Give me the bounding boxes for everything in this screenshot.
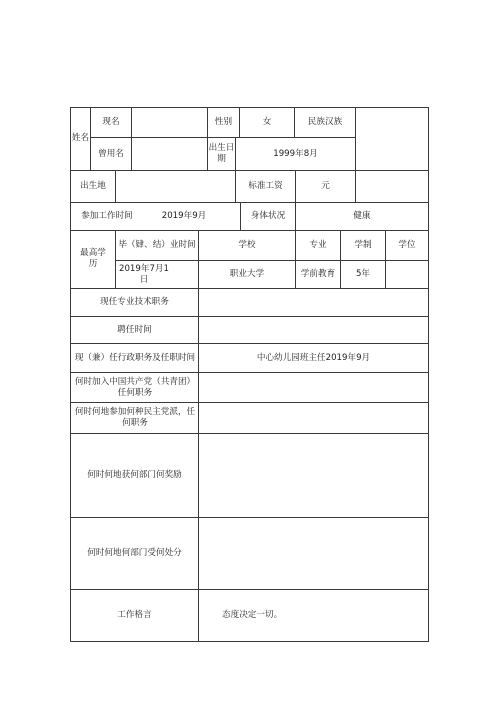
rule (70, 641, 428, 642)
work-start-value[interactable]: 2019年9月 (161, 211, 207, 221)
appoint-label: 聘任时间 (117, 324, 152, 335)
party-label: 何时加入中国共产党（共青团）任何职务 (74, 376, 196, 398)
democratic-value[interactable] (199, 403, 428, 433)
health-value[interactable]: 健康 (353, 211, 371, 221)
admin-value[interactable]: 中心幼儿园班主任2019年9月 (256, 352, 371, 363)
title-label: 现任专业技术职务 (100, 297, 169, 307)
former-name-label: 曾用名 (98, 148, 124, 159)
education-label: 最高学历 (80, 248, 106, 269)
duration-value[interactable]: 5年 (355, 269, 371, 279)
degree-label: 学位 (398, 240, 416, 250)
awards-label: 何时何地获何部门何奖励 (87, 470, 182, 480)
punish-label: 何时何地何部门受何处分 (87, 548, 182, 558)
duration-label: 学制 (354, 240, 372, 250)
birthplace-label: 出生地 (80, 181, 106, 191)
motto-value[interactable]: 态度决定一切。 (222, 610, 283, 620)
admin-label: 现（兼）任行政职务及任职时间 (74, 352, 196, 363)
awards-value[interactable] (199, 434, 428, 517)
former-name-value[interactable] (132, 138, 207, 170)
salary-value[interactable]: 元 (321, 181, 330, 191)
rule (428, 107, 429, 642)
rule (355, 170, 356, 202)
punish-value[interactable] (199, 518, 428, 589)
appoint-value[interactable] (199, 317, 428, 343)
ethnicity-value[interactable]: 民族汉族 (307, 117, 343, 127)
rule (355, 107, 356, 170)
current-name-label: 现名 (102, 117, 120, 127)
birth-date-label: 出生日期 (208, 143, 235, 164)
birthplace-value[interactable] (116, 171, 235, 202)
title-value[interactable] (199, 289, 428, 316)
work-start-label: 参加工作时间 (81, 211, 133, 221)
health-label: 身体状况 (250, 211, 286, 221)
degree-value[interactable] (386, 261, 428, 288)
major-value[interactable]: 学前教育 (300, 269, 336, 279)
major-label: 专业 (309, 240, 327, 250)
salary-label: 标准工资 (248, 181, 283, 191)
party-value[interactable] (199, 373, 428, 402)
gender-label: 性别 (214, 117, 233, 127)
democratic-label: 何时何地参加何种民主党派，任何职务 (74, 407, 196, 428)
birth-date-value[interactable]: 1999年8月 (273, 148, 318, 159)
gender-value[interactable]: 女 (262, 117, 272, 127)
current-name-value[interactable] (132, 108, 207, 137)
name-label: 姓名 (71, 133, 90, 143)
school-label: 学校 (238, 240, 256, 250)
graduation-label: 毕（肄、结）业时间 (118, 240, 196, 250)
graduation-value[interactable]: 2019年7月1日 (119, 263, 169, 285)
motto-label: 工作格言 (117, 610, 152, 620)
school-value[interactable]: 职业大学 (229, 269, 265, 279)
